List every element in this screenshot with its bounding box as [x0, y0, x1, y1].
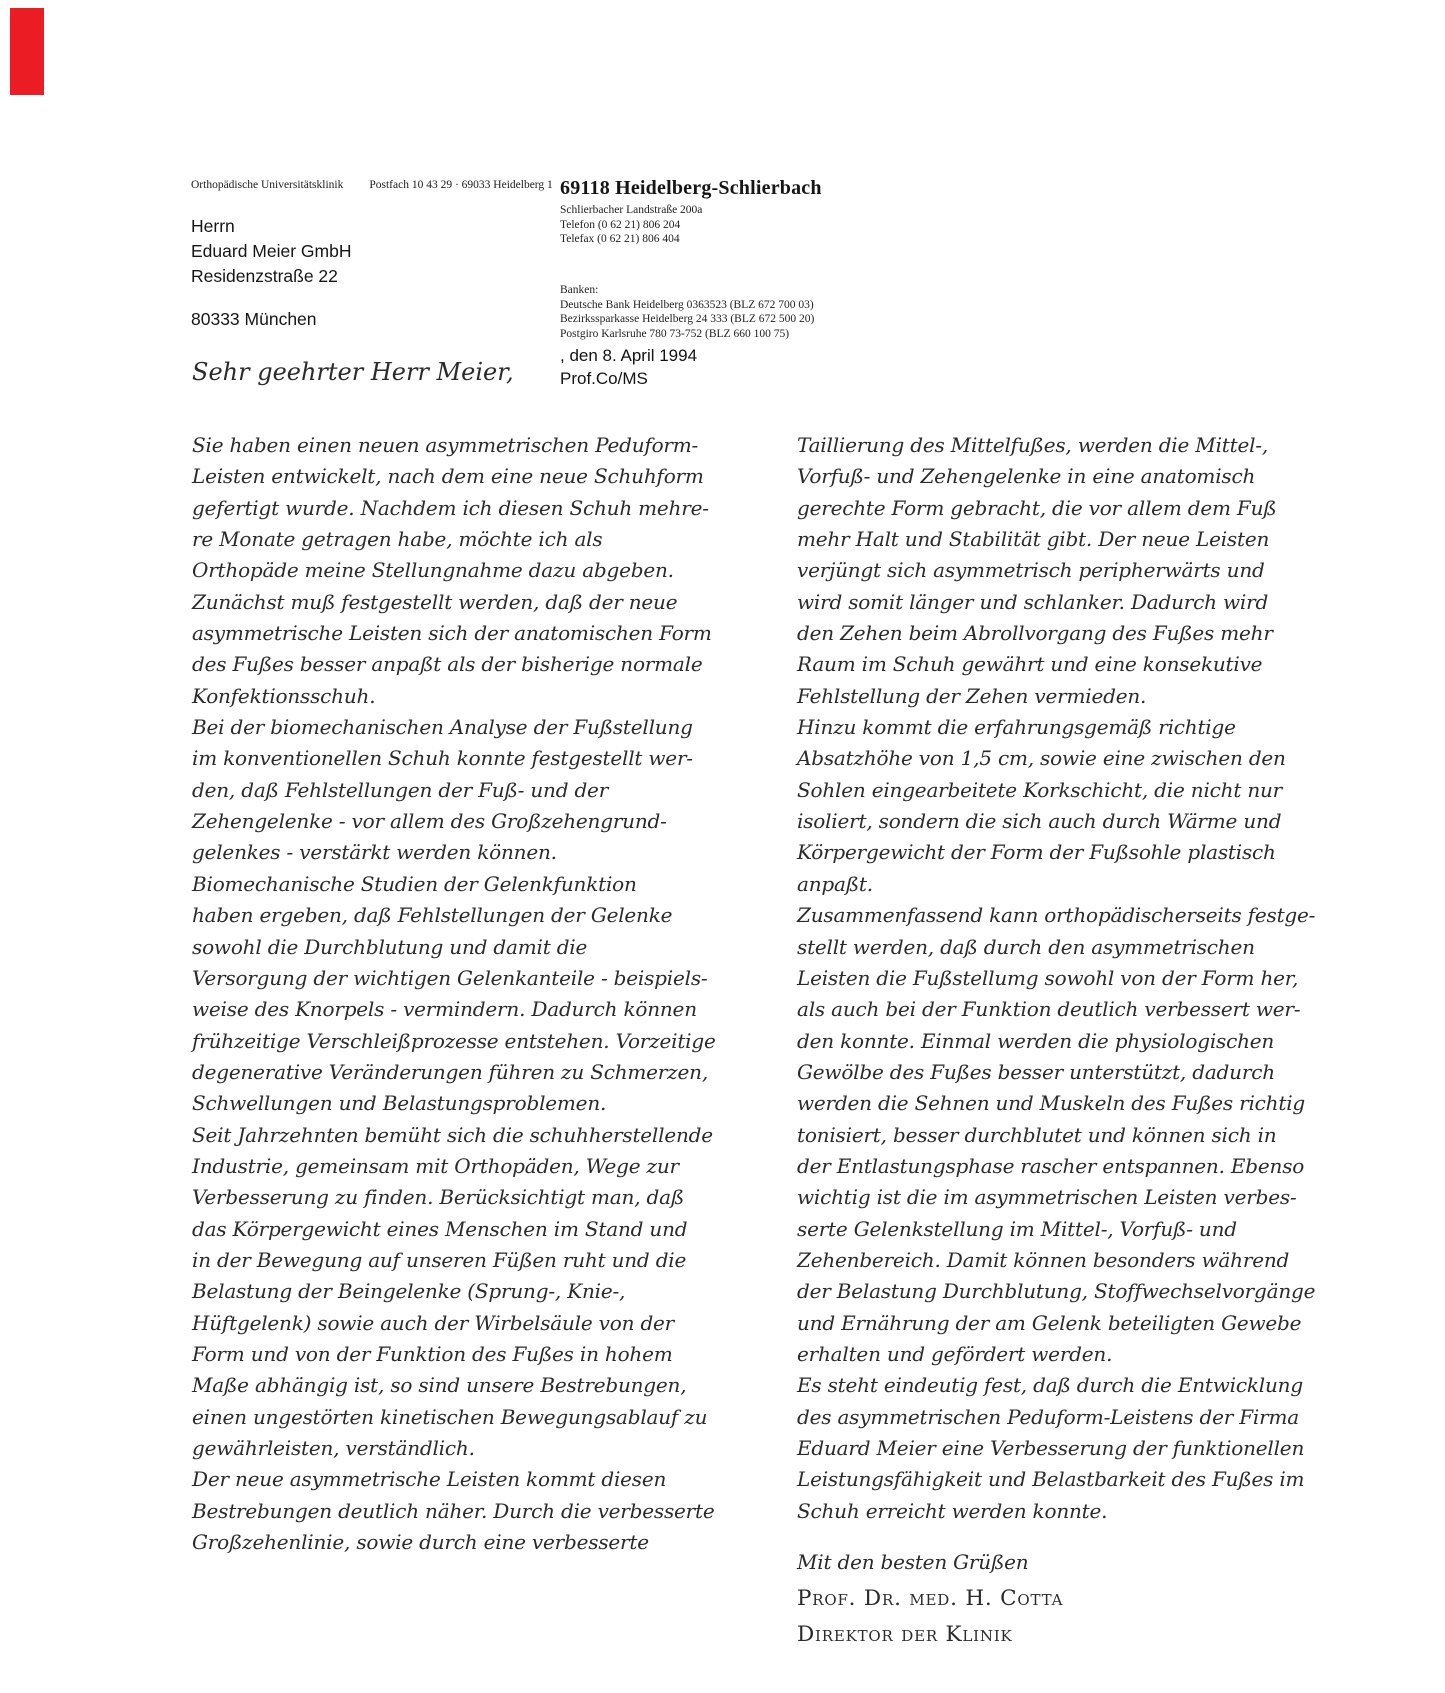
text-line: Sohlen eingearbeitete Korkschicht, die nicht nur: [797, 777, 1283, 802]
clinic-city: 69118 Heidelberg-Schlierbach: [560, 177, 822, 199]
sender-postbox: Postfach 10 43 29 · 69033 Heidelberg 1: [369, 179, 553, 191]
date-line: , den 8. April 1994: [560, 346, 698, 365]
sender-clinic-name: Orthopädische Universitätsklinik: [191, 179, 344, 191]
text-line: degenerative Veränderungen führen zu Schmerzen,: [192, 1059, 708, 1084]
text-line: stellt werden, daß durch den asymmetrischen: [797, 934, 1255, 959]
text-line: einen ungestörten kinetischen Bewegungsablauf zu: [192, 1404, 708, 1429]
clinic-contact-lines: [560, 203, 822, 247]
text-line: Deutsche Bank Heidelberg 0363523 (BLZ 672 700 03): [560, 298, 814, 311]
text-line: Leistungsfähigkeit und Belastbarkeit des Fußes im: [797, 1467, 1305, 1492]
text-line: Taillierung des Mittelfußes, werden die Mittel-,: [797, 433, 1268, 457]
clinic-fax: Telefax (0 62 21) 806 404: [560, 233, 680, 245]
closing-line: Mit den besten Grüßen: [797, 1550, 1029, 1575]
recipient-street: Residenzstraße 22: [191, 266, 338, 286]
text-line: mehr Halt und Stabilität gibt. Der neue Leisten: [797, 527, 1270, 552]
text-line: Postgiro Karlsruhe 780 73-752 (BLZ 660 100 75): [560, 327, 790, 340]
text-line: asymmetrische Leisten sich der anatomischen Form: [192, 621, 712, 646]
text-line: der Entlastungsphase rascher entspannen. Ebenso: [797, 1153, 1305, 1178]
text-line: Gewölbe des Fußes besser unterstützt, dadurch: [797, 1059, 1275, 1084]
text-line: als auch bei der Funktion deutlich verbessert wer-: [797, 997, 1301, 1022]
text-line: Belastung der Beingelenke (Sprung-, Knie-,: [192, 1279, 626, 1304]
text-line: Fehlstellung der Zehen vermieden.: [797, 683, 1147, 708]
text-line: Seit Jahrzehnten bemüht sich die schuhherstellende: [192, 1122, 713, 1147]
clinic-contact-block: [560, 177, 822, 247]
text-line: und Ernährung der am Gelenk beteiligten Gewebe: [797, 1310, 1302, 1335]
text-line: tonisiert, besser durchblutet und können sich in: [797, 1122, 1277, 1147]
text-line: den Zehen beim Abrollvorgang des Fußes mehr: [797, 621, 1273, 646]
recipient-address-block: [191, 214, 351, 332]
text-line: wichtig ist die im asymmetrischen Leisten verbes-: [797, 1185, 1297, 1210]
text-line: Versorgung der wichtigen Gelenkanteile - beispiels-: [192, 965, 708, 990]
recipient-salutation: Herrn: [191, 216, 235, 236]
sender-return-address: [191, 179, 553, 191]
text-line: Vorfuß- und Zehengelenke in eine anatomisch: [797, 464, 1256, 489]
text-line: Zusammenfassend kann orthopädischerseits festge-: [797, 903, 1316, 928]
text-line: haben ergeben, daß Fehlstellungen der Gelenke: [192, 903, 673, 928]
text-line: Bezirkssparkasse Heidelberg 24 333 (BLZ 672 500 20): [560, 313, 815, 325]
text-line: den konnte. Einmal werden die physiologischen: [797, 1028, 1275, 1053]
text-line: Großzehenlinie, sowie durch eine verbesserte: [192, 1530, 649, 1555]
text-line: Maße abhängig ist, so sind unsere Bestrebungen,: [192, 1373, 687, 1398]
text-line: Raum im Schuh gewährt und eine konsekutive: [797, 652, 1263, 677]
text-line: gelenkes - verstärkt werden können.: [192, 840, 557, 865]
text-line: Körpergewicht der Form der Fußsohle plastisch: [797, 840, 1276, 865]
body-right-column: [797, 430, 1316, 1653]
text-line: Sie haben einen neuen asymmetrischen Peduform-: [192, 433, 699, 457]
text-line: wird somit länger und schlanker. Dadurch wird: [797, 589, 1269, 614]
text-line: im konventionellen Schuh konnte festgestellt wer-: [192, 746, 693, 771]
text-line: Schwellungen und Belastungsproblemen.: [192, 1091, 607, 1116]
body-left-column: [192, 430, 716, 1558]
date-reference-block: [560, 344, 697, 390]
text-line: Leisten entwickelt, nach dem eine neue Schuhform: [192, 464, 704, 489]
recipient-company: Eduard Meier GmbH: [191, 241, 352, 261]
recipient-city: 80333 München: [191, 309, 317, 329]
text-line: Zunächst muß festgestellt werden, daß der neue: [192, 589, 678, 614]
text-line: Schuh erreicht werden konnte.: [797, 1498, 1108, 1523]
text-line: Bei der biomechanischen Analyse der Fußstellung: [192, 715, 693, 740]
text-line: erhalten und gefördert werden.: [797, 1341, 1113, 1366]
signature-title: Direktor der Klinik: [797, 1622, 1013, 1648]
text-line: des Fußes besser anpaßt als der bisherige normale: [192, 652, 703, 677]
text-line: frühzeitige Verschleißprozesse entstehen. Vorzeitige: [192, 1028, 716, 1053]
text-line: das Körpergewicht eines Menschen im Stand und: [192, 1216, 688, 1241]
text-line: isoliert, sondern die sich auch durch Wärme und: [797, 809, 1282, 834]
text-line: weise des Knorpels - vermindern. Dadurch können: [192, 997, 697, 1022]
text-line: Hinzu kommt die erfahrungsgemäß richtige: [797, 715, 1236, 740]
text-line: der Belastung Durchblutung, Stoffwechselvorgänge: [797, 1279, 1316, 1304]
signature-name: Prof. Dr. med. H. Cotta: [797, 1586, 1064, 1612]
text-line: re Monate getragen habe, möchte ich als: [192, 527, 603, 552]
text-line: den, daß Fehlstellungen der Fuß- und der: [192, 777, 609, 802]
text-line: Eduard Meier eine Verbesserung der funktionellen: [797, 1436, 1305, 1460]
text-line: anpaßt.: [797, 871, 873, 896]
text-line: Der neue asymmetrische Leisten kommt diesen: [192, 1467, 667, 1492]
reference-line: Prof.Co/MS: [560, 369, 648, 388]
text-line: Industrie, gemeinsam mit Orthopäden, Wege zur: [192, 1153, 679, 1178]
text-line: Es steht eindeutig fest, daß durch die Entwicklung: [797, 1373, 1303, 1398]
text-line: gerechte Form gebracht, die vor allem dem Fuß: [797, 495, 1277, 520]
text-line: Hüftgelenk) sowie auch der Wirbelsäule von der: [192, 1310, 675, 1335]
text-line: serte Gelenkstellung im Mittel-, Vorfuß- und: [797, 1216, 1237, 1241]
text-line: gewährleisten, verständlich.: [192, 1436, 475, 1460]
clinic-street: Schlierbacher Landstraße 200a: [560, 204, 703, 216]
text-line: des asymmetrischen Peduform-Leistens der Firma: [797, 1404, 1299, 1429]
bank-details-block: [560, 283, 814, 341]
text-line: gefertigt wurde. Nachdem ich diesen Schuh mehre-: [192, 495, 709, 520]
bank-lines: [560, 298, 814, 342]
body-right-lines: [797, 430, 1316, 1527]
text-line: verjüngt sich asymmetrisch peripherwärts und: [797, 558, 1265, 583]
text-line: werden die Sehnen und Muskeln des Fußes richtig: [797, 1091, 1306, 1116]
text-line: sowohl die Durchblutung und damit die: [192, 934, 588, 959]
text-line: Zehenbereich. Damit können besonders während: [797, 1247, 1290, 1272]
text-line: Verbesserung zu finden. Berücksichtigt man, daß: [192, 1185, 685, 1210]
clinic-phone: Telefon (0 62 21) 806 204: [560, 218, 681, 231]
text-line: in der Bewegung auf unseren Füßen ruht und die: [192, 1247, 687, 1272]
red-registration-mark: [10, 8, 44, 95]
text-line: Absatzhöhe von 1,5 cm, sowie eine zwischen den: [797, 746, 1286, 771]
text-line: Orthopäde meine Stellungnahme dazu abgeben.: [192, 558, 674, 583]
text-line: Konfektionsschuh.: [192, 683, 376, 708]
text-line: Zehengelenke - vor allem des Großzehengrund-: [192, 809, 667, 834]
text-line: Leisten die Fußstellumg sowohl von der Form her,: [797, 965, 1299, 990]
text-line: Form und von der Funktion des Fußes in hohem: [192, 1341, 673, 1366]
text-line: Biomechanische Studien der Gelenkfunktion: [192, 871, 637, 896]
text-line: Bestrebungen deutlich näher. Durch die verbesserte: [192, 1498, 715, 1523]
letter-salutation: Sehr geehrter Herr Meier,: [192, 358, 514, 386]
bank-heading: Banken:: [560, 284, 599, 296]
